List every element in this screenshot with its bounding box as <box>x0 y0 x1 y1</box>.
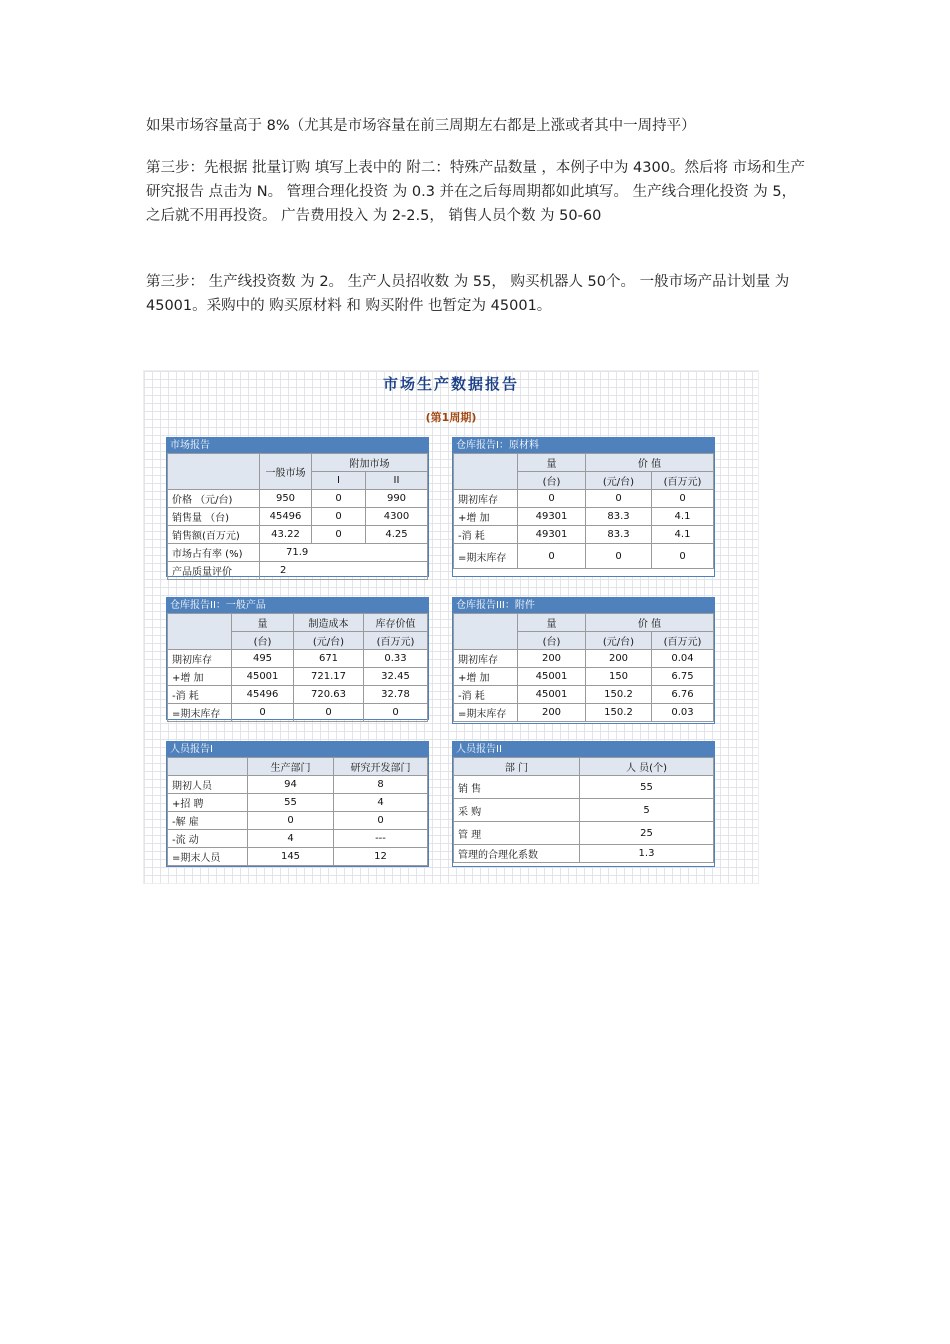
header-cell: 一般市场 <box>260 454 312 490</box>
table-row <box>168 830 428 848</box>
row-label: 销 售 <box>454 776 580 799</box>
cell: 2 <box>260 562 428 580</box>
market-report-panel <box>166 437 429 577</box>
general-products-table <box>167 613 428 722</box>
header-cell: (台) <box>518 632 586 650</box>
cell: 0 <box>586 490 652 508</box>
row-label: 市场占有率 (%) <box>168 544 260 562</box>
cell: 6.76 <box>652 686 714 704</box>
table-row <box>168 848 428 866</box>
row-label: -消 耗 <box>168 686 232 704</box>
cell: 721.17 <box>294 668 364 686</box>
header-cell: 部 门 <box>454 758 580 776</box>
cell: 25 <box>580 822 714 845</box>
staff-report-two-panel <box>452 741 715 867</box>
cell: 990 <box>366 490 428 508</box>
table-row <box>454 799 714 822</box>
cell: 4.1 <box>652 526 714 544</box>
panel-header: 仓库报告II：一般产品 <box>167 598 428 613</box>
cell: 4.25 <box>366 526 428 544</box>
row-label: -流 动 <box>168 830 248 848</box>
row-label: 产品质量评价 <box>168 562 260 580</box>
cell: 150 <box>586 668 652 686</box>
row-label: 期初人员 <box>168 776 248 794</box>
header-cell: 量 <box>518 614 586 632</box>
paragraph-market-capacity: 如果市场容量高于 8%（尤其是市场容量在前三周期左右都是上涨或者其中一周持平） <box>146 118 696 134</box>
cell: 0 <box>294 704 364 722</box>
cell: 5 <box>580 799 714 822</box>
cell: 4 <box>248 830 334 848</box>
header-cell <box>168 758 248 776</box>
cell: 0 <box>334 812 428 830</box>
header-cell: 量 <box>232 614 294 632</box>
cell: 0.33 <box>364 650 428 668</box>
table-row <box>454 776 714 799</box>
panel-header: 人员报告I <box>167 742 428 757</box>
report-period: (第1周期) <box>425 411 477 424</box>
cell: 45001 <box>232 668 294 686</box>
cell: 200 <box>586 650 652 668</box>
report-title: 市场生产数据报告 <box>382 375 519 393</box>
header-cell: 附加市场 <box>312 454 428 472</box>
table-row <box>168 704 428 722</box>
table-row <box>168 562 428 580</box>
cell: 45496 <box>260 508 312 526</box>
table-row <box>168 794 428 812</box>
row-label: 销售额(百万元) <box>168 526 260 544</box>
row-label: =期末库存 <box>454 544 518 569</box>
raw-materials-panel <box>452 437 715 577</box>
header-cell: (百万元) <box>652 472 714 490</box>
table-row <box>454 704 714 722</box>
cell: 0 <box>652 490 714 508</box>
parts-table <box>453 613 714 722</box>
cell: 94 <box>248 776 334 794</box>
cell: 83.3 <box>586 526 652 544</box>
cell: 32.78 <box>364 686 428 704</box>
paragraph-step-three-b: 第三步： 生产线投资数 为 2。 生产人员招收数 为 55， 购买机器人 50个。 一般市场产品计划量 为 45001。采购中的 购买原材料 和 购买附件 也暂定为 45001。 <box>146 274 790 314</box>
cell: 0 <box>652 544 714 569</box>
market-production-report <box>143 370 759 884</box>
row-label: 销售量 （台) <box>168 508 260 526</box>
table-row <box>168 812 428 830</box>
cell: 200 <box>518 704 586 722</box>
header-cell: 价 值 <box>586 614 714 632</box>
cell: 4 <box>334 794 428 812</box>
row-label: +增 加 <box>454 508 518 526</box>
row-label: 期初库存 <box>168 650 232 668</box>
row-label: 价格 （元/台) <box>168 490 260 508</box>
row-label: 采 购 <box>454 799 580 822</box>
cell: 0 <box>518 544 586 569</box>
header-cell: (元/台) <box>586 632 652 650</box>
header-cell: 量 <box>518 454 586 472</box>
paragraph-step-three-a: 第三步：先根据 批量订购 填写上表中的 附二：特殊产品数量 ，本例子中为 4300。然后将 市场和生产研究报告 点击为 N。 管理合理化投资 为 0.3 并在之后每周期都如此填写。 生产线合理化投资 为 5，之后就不用再投资。 广告费用投入 为 2-2.5， 销售人员个数 为 50-60 <box>146 160 806 224</box>
cell: 49301 <box>518 508 586 526</box>
row-label: +招 聘 <box>168 794 248 812</box>
general-products-panel <box>166 597 429 720</box>
cell: 83.3 <box>586 508 652 526</box>
cell: 200 <box>518 650 586 668</box>
header-cell <box>168 454 260 490</box>
header-cell <box>454 614 518 650</box>
header-cell: (元/台) <box>586 472 652 490</box>
cell: 8 <box>334 776 428 794</box>
header-cell: (台) <box>518 472 586 490</box>
cell: 0 <box>312 490 366 508</box>
header-cell: (百万元) <box>364 632 428 650</box>
table-row <box>168 650 428 668</box>
panel-header: 市场报告 <box>167 438 428 453</box>
row-label: =期末库存 <box>168 704 232 722</box>
table-row <box>454 686 714 704</box>
table-row <box>454 668 714 686</box>
header-cell: 库存价值 <box>364 614 428 632</box>
staff-report-one-table <box>167 757 428 866</box>
panel-header: 仓库报告I：原材料 <box>453 438 714 453</box>
cell: 6.75 <box>652 668 714 686</box>
cell: 150.2 <box>586 686 652 704</box>
cell: 145 <box>248 848 334 866</box>
cell: 0.03 <box>652 704 714 722</box>
row-label: -消 耗 <box>454 686 518 704</box>
table-row <box>454 526 714 544</box>
cell: 150.2 <box>586 704 652 722</box>
cell: 32.45 <box>364 668 428 686</box>
row-label: =期末人员 <box>168 848 248 866</box>
header-cell <box>168 614 232 650</box>
cell: 55 <box>580 776 714 799</box>
row-label: -消 耗 <box>454 526 518 544</box>
row-label: +增 加 <box>168 668 232 686</box>
cell: 0 <box>232 704 294 722</box>
table-row <box>168 544 428 562</box>
cell: --- <box>334 830 428 848</box>
cell: 4300 <box>366 508 428 526</box>
cell: 55 <box>248 794 334 812</box>
row-label: =期末库存 <box>454 704 518 722</box>
panel-header: 仓库报告III：附件 <box>453 598 714 613</box>
cell: 45001 <box>518 668 586 686</box>
cell: 49301 <box>518 526 586 544</box>
cell: 0 <box>312 526 366 544</box>
cell: 1.3 <box>580 845 714 863</box>
market-report-table <box>167 453 428 580</box>
raw-materials-table <box>453 453 714 569</box>
cell: 0 <box>364 704 428 722</box>
header-cell: I <box>312 472 366 490</box>
cell: 720.63 <box>294 686 364 704</box>
cell: 12 <box>334 848 428 866</box>
cell: 43.22 <box>260 526 312 544</box>
header-cell: (台) <box>232 632 294 650</box>
header-cell: (百万元) <box>652 632 714 650</box>
header-cell: 生产部门 <box>248 758 334 776</box>
cell: 950 <box>260 490 312 508</box>
header-cell: 价 值 <box>586 454 714 472</box>
table-row <box>168 668 428 686</box>
table-row <box>454 544 714 569</box>
row-label: 期初库存 <box>454 490 518 508</box>
table-row <box>168 526 428 544</box>
header-cell: 研究开发部门 <box>334 758 428 776</box>
staff-report-two-table <box>453 757 714 863</box>
table-row <box>454 845 714 863</box>
header-cell: II <box>366 472 428 490</box>
row-label: 管理的合理化系数 <box>454 845 580 863</box>
table-row <box>454 822 714 845</box>
cell: 495 <box>232 650 294 668</box>
parts-panel <box>452 597 715 724</box>
header-cell: 人 员(个) <box>580 758 714 776</box>
panel-header: 人员报告II <box>453 742 714 757</box>
cell: 0 <box>586 544 652 569</box>
cell: 671 <box>294 650 364 668</box>
cell: 4.1 <box>652 508 714 526</box>
table-row <box>168 776 428 794</box>
staff-report-one-panel <box>166 741 429 867</box>
row-label: -解 雇 <box>168 812 248 830</box>
row-label: 期初库存 <box>454 650 518 668</box>
table-row <box>168 508 428 526</box>
cell: 0 <box>312 508 366 526</box>
cell: 0.04 <box>652 650 714 668</box>
cell: 45001 <box>518 686 586 704</box>
header-cell <box>454 454 518 490</box>
row-label: +增 加 <box>454 668 518 686</box>
table-row <box>454 508 714 526</box>
cell: 0 <box>518 490 586 508</box>
table-row <box>168 686 428 704</box>
cell: 45496 <box>232 686 294 704</box>
table-row <box>454 490 714 508</box>
header-cell: 制造成本 <box>294 614 364 632</box>
cell: 71.9 <box>260 544 428 562</box>
header-cell: (元/台) <box>294 632 364 650</box>
cell: 0 <box>248 812 334 830</box>
table-row <box>168 490 428 508</box>
table-row <box>454 650 714 668</box>
row-label: 管 理 <box>454 822 580 845</box>
